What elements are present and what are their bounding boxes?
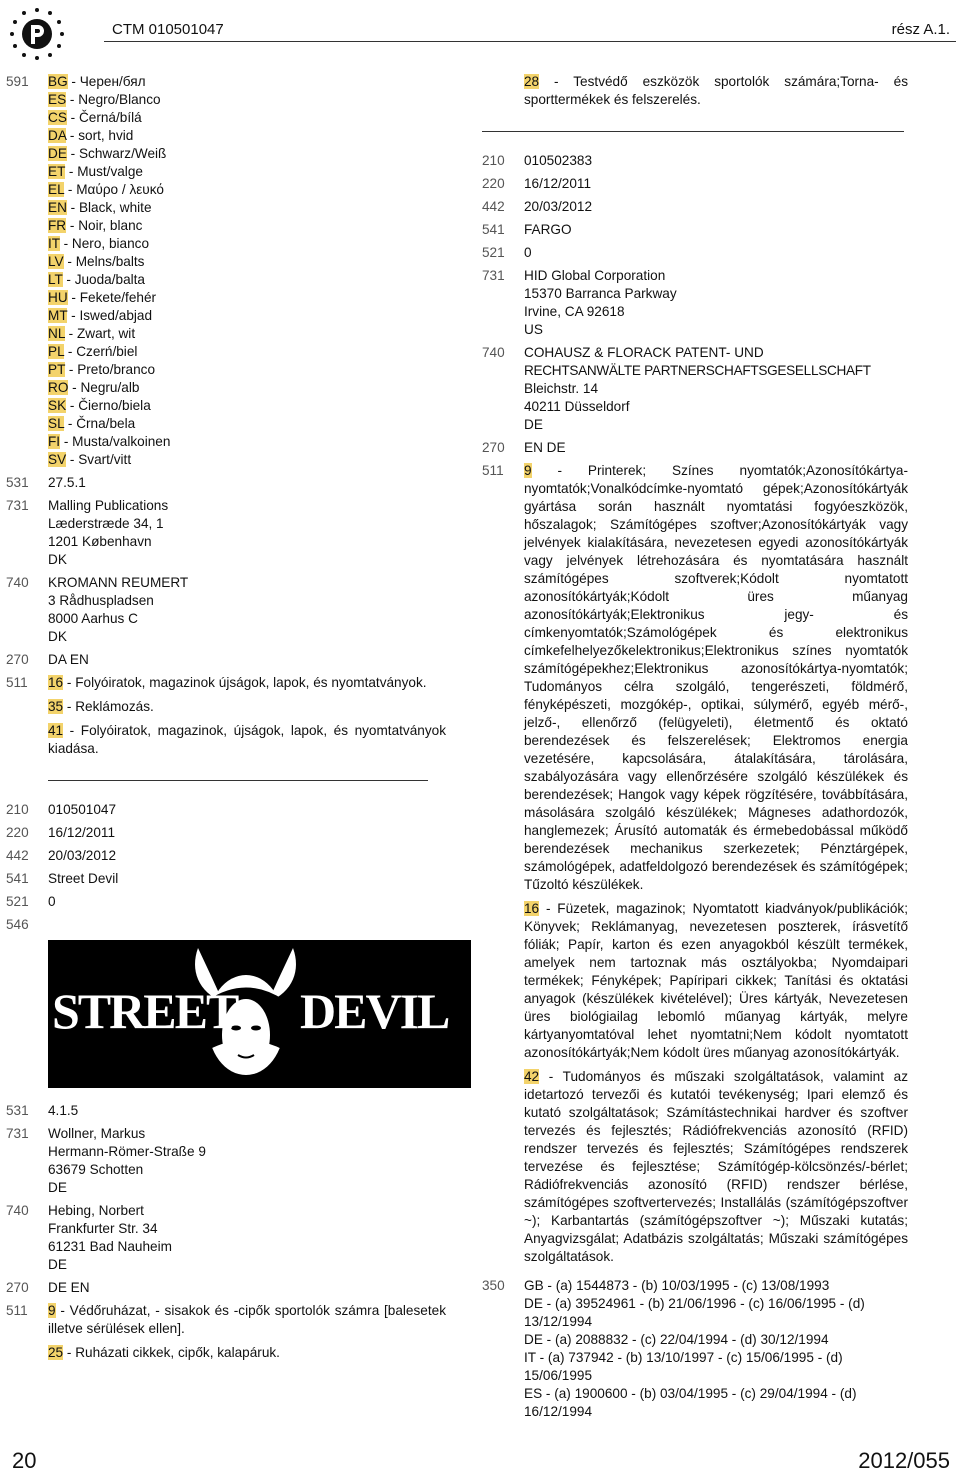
color-entry: LV - Melns/balts [48, 254, 145, 269]
field-731: 731 Wollner, Markus Hermann-Römer-Straße 9 63679 Schotten DE [6, 1125, 446, 1197]
field-531: 531 4.1.5 [6, 1103, 79, 1118]
class-entry: 9 - Védőruházat, - sisakok és -cipők sportolók számra [balesetek illetve sérülések ellen]. [48, 1303, 446, 1336]
color-entry: FI - Musta/valkoinen [48, 434, 171, 449]
trademark-logo-image [48, 940, 471, 1088]
seniority-list: GB - (a) 1544873 - (b) 10/03/1995 - (c) 13/08/1993 DE - (a) 39524961 - (b) 21/06/1996 - (c) 16/06/1995 - (d) 13/12/1994 DE - (a) 2088832 - (c) 22/04/1994 - (d) 30/12/1994 IT - (a) 737942 - (b) 13/10/1997 - (c) 15/06/1995 - (d) 15/06/1995 ES - (a) 1900600 - (b) 03/04/1995 - (c) 29/04/1994 - (d) 16/12/1994 [524, 1278, 865, 1419]
field-210: 210 010502383 [482, 153, 593, 168]
color-entry: NL - Zwart, wit [48, 326, 136, 341]
field-210: 210 010501047 [6, 802, 117, 817]
issue-number: 2012/055 [858, 1448, 950, 1473]
eu-logo [4, 4, 70, 62]
color-entry: SL - Črna/bela [48, 416, 136, 431]
color-entry: EL - Μαύρο / λευκό [48, 182, 164, 197]
field-220: 220 16/12/2011 [6, 825, 116, 840]
color-entry: RO - Negru/alb [48, 380, 140, 395]
representative-address: KROMANN REUMERT 3 Rådhuspladsen 8000 Aarhus C DK [48, 575, 189, 644]
field-521: 521 0 [6, 894, 56, 909]
logo-text-devil: DEVIL [300, 983, 449, 1039]
class-list [48, 1302, 446, 1368]
class-entry: 16 - Folyóiratok, magazinok újságok, lapok, és nyomtatványok. [48, 675, 427, 690]
field-270: 270 EN DE [482, 440, 566, 455]
class-entry: 42 - Tudományos és műszaki szolgáltatások, valamint az idetartozó tervezői és kutatói tevékenység; Ipari elemző és kutató szolgáltatások; Számítástechnikai hardver és szoftver tervezés és fejlesztés; Rádiófrekvenciás azonosító (RFID) rendszer tervezés és fejlesztés; Számítógépes rendszerek tervezése és fejlesztése; Számítógép-kölcsönzés/-bérlet; Rádiófrekvenciás azonosító (RFID) rendszer bérlése, számítógépes szoftvertervezés; Installálás (számítógépszoftver ~); Karbantartás (számítógépszoftver ~); Műszaki kutatás; Anyagvizsgálat; Adatbázis szolgáltatás; Műszaki számítógépes szolgáltatások. [524, 1069, 908, 1264]
color-entry: DA - sort, hvid [48, 128, 134, 143]
color-entry: CS - Černá/bílá [48, 110, 142, 125]
owner-address: HID Global Corporation 15370 Barranca Parkway Irvine, CA 92618 US [524, 268, 677, 337]
field-511: 511 9 - Védőruházat, - sisakok és -cipők sportolók számra [balesetek illetve sérülések ellen]. 25 - Ruházati cikkek, cipők, kalapáruk. [6, 1302, 446, 1368]
color-entry: MT - Iswed/abjad [48, 308, 153, 323]
color-entry: HU - Fekete/fehér [48, 290, 157, 305]
color-entry: EN - Black, white [48, 200, 152, 215]
color-entry: IT - Nero, bianco [48, 236, 149, 251]
field-442: 442 20/03/2012 [6, 848, 117, 863]
class-entry: 41 - Folyóiratok, magazinok, újságok, lapok, és nyomtatványok kiadása. [48, 723, 446, 756]
field-541: 541 Street Devil [6, 871, 119, 886]
field-740: 740 COHAUSZ & FLORACK PATENT- UND RECHTSANWÄLTE PARTNERSCHAFTSGESELLSCHAFT Bleichstr. 14 40211 Düsseldorf DE [482, 344, 908, 434]
owner-address: Malling Publications Læderstræde 34, 1 1201 København DK [48, 498, 169, 567]
header-rule [104, 41, 956, 42]
owner-address: Wollner, Markus Hermann-Römer-Straße 9 63679 Schotten DE [48, 1126, 206, 1195]
field-220: 220 16/12/2011 [482, 176, 592, 191]
field-521: 521 0 [482, 245, 532, 260]
field-740: 740 Hebing, Norbert Frankfurter Str. 34 61231 Bad Nauheim DE [6, 1202, 446, 1274]
class-list [524, 462, 908, 1272]
continued-class: 28 - Testvédő eszközök sportolók számára;Torna- és sporttermékek és felszerelés. [524, 74, 908, 107]
field-511: 511 9 - Printerek; Színes nyomtatók;Azonosítókártya-nyomtatók;Vonalkódcímke-nyomtató gépek;Azonosítókártyák gyártása során használt nyomtatási fogyóeszközök, hőszalagok; Számítógépes szoftver;Azonosítókártyák vagy jelvények kialakítására, nevezetesen egyedi azonosítókártyák vagy jelvények létrehozására és nyomtatására használt számítógépes szoftverek;Kódolt nyomtatott azonosítókártyák;Kódolt üres műanyag azonosítókártyák;Elektronikus jegy- és címkenyomtatók;Számológépek és elektronikus címkefelhelyezőkelektronikus;Elektronikus színes nyomtatók számítógépekhez;Elektronikus azonosítókártya-nyomtatók; Tudományos célra szolgáló, tengerészeti, földmérő, fényképészeti, mozgókép-, optikai, súlymérő, egyéb mérő-, jelző-, ellenőrző (felügyeleti), életmentő és oktató berendezések és felszerelések; Elektromos energia vezetésére, kapcsolására, átalakítására, tárolására, szabályozására vagy ellenőrzésére szolgáló készülékek és berendezések; Hangok vagy képek rögzítésére, továbbítására, másolására szolgáló készülékek; Mágneses adathordozók, hanglemezek; Árusító automaták és érmebedobással működő berendezések mechanikus szerkezetek; Pénztárgépek, számológépek, adatfeldolgozó berendezések és számítógépek; Tűzoltó készülékek. 16 - Füzetek, magazinok; Nyomtatott kiadványok/publikációk; Könyvek; Reklámanyag, nevezetesen poszterek, írásvetítő fóliák; Papír, karton és ezen anyagokból készült termékek, amelyek nem tartoznak más osztályokba; Nyomdaipari termékek; Fényképek; Papíripari cikkek; Tanítási és oktatási anyagok (készülékek kivételével); Üres kártyák, Nevezetesen üres biológiailag lebomló műanyag kártyák, melyre kártyanyomtatóval lehet nyomtatni;Nem kódolt nyomtatott azonosítókártyák;Nem kódolt üres műanyag azonosítókártyák. 42 - Tudományos és műszaki szolgáltatások, valamint az idetartozó tervezői és kutatói tevékenység; Ipari elemző és kutató szolgáltatások; Számítástechnikai hardver és szoftver tervezés és fejlesztés; Rádiófrekvenciás azonosító (RFID) rendszer tervezés és fejlesztés; Számítógépes rendszerek tervezése és fejlesztése; Számítógép-kölcsönzés/-bérlet; Rádiófrekvenciás azonosító (RFID) rendszer bérlése, számítógépes szoftvertervezés; Installálás (számítógépszoftver ~); Karbantartás (számítógépszoftver ~); Műszaki kutatás; Anyagvizsgálat; Adatbázis szolgáltatás; Műszaki számítógépes szolgáltatások. [482, 462, 908, 1272]
color-entry: PT - Preto/branco [48, 362, 156, 377]
field-731: 731 HID Global Corporation 15370 Barranca Parkway Irvine, CA 92618 US [482, 267, 908, 339]
field-541: 541 FARGO [482, 222, 572, 237]
color-list [48, 73, 446, 469]
field-270: 270 DE EN [6, 1280, 90, 1295]
class-entry: 25 - Ruházati cikkek, cipők, kalapáruk. [48, 1345, 280, 1360]
entry-separator [48, 780, 428, 781]
field-350: 350 GB - (a) 1544873 - (b) 10/03/1995 - (c) 13/08/1993 DE - (a) 39524961 - (b) 21/06/1996 - (c) 16/06/1995 - (d) 13/12/1994 DE - (a) 2088832 - (c) 22/04/1994 - (d) 30/12/1994 IT - (a) 737942 - (b) 13/10/1997 - (c) 15/06/1995 - (d) 15/06/1995 ES - (a) 1900600 - (b) 03/04/1995 - (c) 29/04/1994 - (d) 16/12/1994 [482, 1277, 908, 1421]
field-546: 546 [6, 917, 29, 932]
field-442: 442 20/03/2012 [482, 199, 593, 214]
field-731: 731 Malling Publications Læderstræde 34, 1 1201 København DK [6, 497, 446, 569]
page-number: 20 [12, 1448, 37, 1473]
color-entry: ES - Negro/Blanco [48, 92, 161, 107]
color-entry: ET - Must/valge [48, 164, 143, 179]
document-title: CTM 010501047 [112, 21, 224, 38]
color-entry: SV - Svart/vitt [48, 452, 132, 467]
representative-address: COHAUSZ & FLORACK PATENT- UND RECHTSANWÄLTE PARTNERSCHAFTSGESELLSCHAFT Bleichstr. 14 40211 Düsseldorf DE [524, 345, 871, 432]
left-column [6, 73, 449, 1373]
class-entry: 16 - Füzetek, magazinok; Nyomtatott kiadványok/publikációk; Könyvek; Reklámanyag, nevezetesen poszterek, írásvetítő fóliák; Papír, karton és ezen anyagokból készült termékek, amelyek nem tartoznak más osztályokba; Nyomdaipari termékek; Fényképek; Papíripari cikkek; Tanítási és oktatási anyagok (készülékek kivételével); Üres kártyák, Nevezetesen üres biológiailag lebomló műanyag kártyák, melyre kártyanyomtatóval lehet nyomtatni;Nem kódolt nyomtatott azonosítókártyák;Nem kódolt üres műanyag azonosítókártyák. [524, 901, 908, 1060]
class-list [48, 674, 446, 764]
field-531: 531 27.5.1 [6, 475, 86, 490]
color-entry: SK - Čierno/biela [48, 398, 151, 413]
logo-text-street: STREET [52, 983, 238, 1039]
representative-address: Hebing, Norbert Frankfurter Str. 34 61231 Bad Nauheim DE [48, 1203, 172, 1272]
color-entry: DE - Schwarz/Weiß [48, 146, 167, 161]
entry-separator [482, 131, 904, 132]
color-entry: BG - Черен/бял [48, 74, 146, 89]
field-740: 740 KROMANN REUMERT 3 Rådhuspladsen 8000 Aarhus C DK [6, 574, 446, 646]
right-column [482, 73, 908, 1426]
color-entry: PL - Czerń/biel [48, 344, 138, 359]
color-entry: FR - Noir, blanc [48, 218, 143, 233]
field-591: 591 BG - Черен/бял ES - Negro/Blanco CS - Černá/bílá DA - sort, hvid DE - Schwarz/Weiß ET - Must/valge EL - Μαύρο / λευκό EN - Black, white FR - Noir, blanc IT - Nero, bianco LV - Melns/balts LT - Juoda/balta HU - Fekete/fehér MT - Iswed/abjad NL - Zwart, wit PL - Czerń/biel PT - Preto/branco RO - Negru/alb SK - Čierno/biela SL - Črna/bela FI - Musta/valkoinen SV - Svart/vitt [6, 73, 446, 469]
field-511: 511 16 - Folyóiratok, magazinok újságok, lapok, és nyomtatványok. 35 - Reklámozás. 41 - Folyóiratok, magazinok, újságok, lapok, és nyomtatványok kiadása. [6, 674, 446, 764]
section-label: rész A.1. [891, 21, 950, 38]
class-entry: 9 - Printerek; Színes nyomtatók;Azonosítókártya-nyomtatók;Vonalkódcímke-nyomtató gépek;Azonosítókártyák gyártása során használt nyomtatási fogyóeszközök, hőszalagok; Számítógépes szoftver;Azonosítókártyák vagy jelvények kialakítására, nevezetesen egyedi azonosítókártyák vagy jelvények létrehozására és nyomtatására használt számítógépes szoftverek;Kódolt nyomtatott azonosítókártyák;Kódolt üres műanyag azonosítókártyák;Elektronikus jegy- és címkenyomtatók;Számológépek és elektronikus címkefelhelyezőkelektronikus;Elektronikus színes nyomtatók számítógépekhez;Elektronikus azonosítókártya-nyomtatók; Tudományos célra szolgáló, tengerészeti, földmérő, fényképészeti, mozgókép-, optikai, súlymérő, egyéb mérő-, jelző-, ellenőrző (felügyeleti), életmentő és oktató berendezések és felszerelések; Elektromos energia vezetésére, kapcsolására, átalakítására, tárolására, szabályozására vagy ellenőrzésére szolgáló készülékek és berendezések; Hangok vagy képek rögzítésére, továbbítására, másolására szolgáló készülékek; Mágneses adathordozók, hanglemezek; Árusító automaták és érmebedobással működő berendezések mechanikus szerkezetek; Pénztárgépek, számológépek, adatfeldolgozó berendezések és számítógépek; Tűzoltó készülékek. [524, 463, 908, 892]
color-entry: LT - Juoda/balta [48, 272, 145, 287]
field-270: 270 DA EN [6, 652, 89, 667]
class-entry: 35 - Reklámozás. [48, 699, 154, 714]
